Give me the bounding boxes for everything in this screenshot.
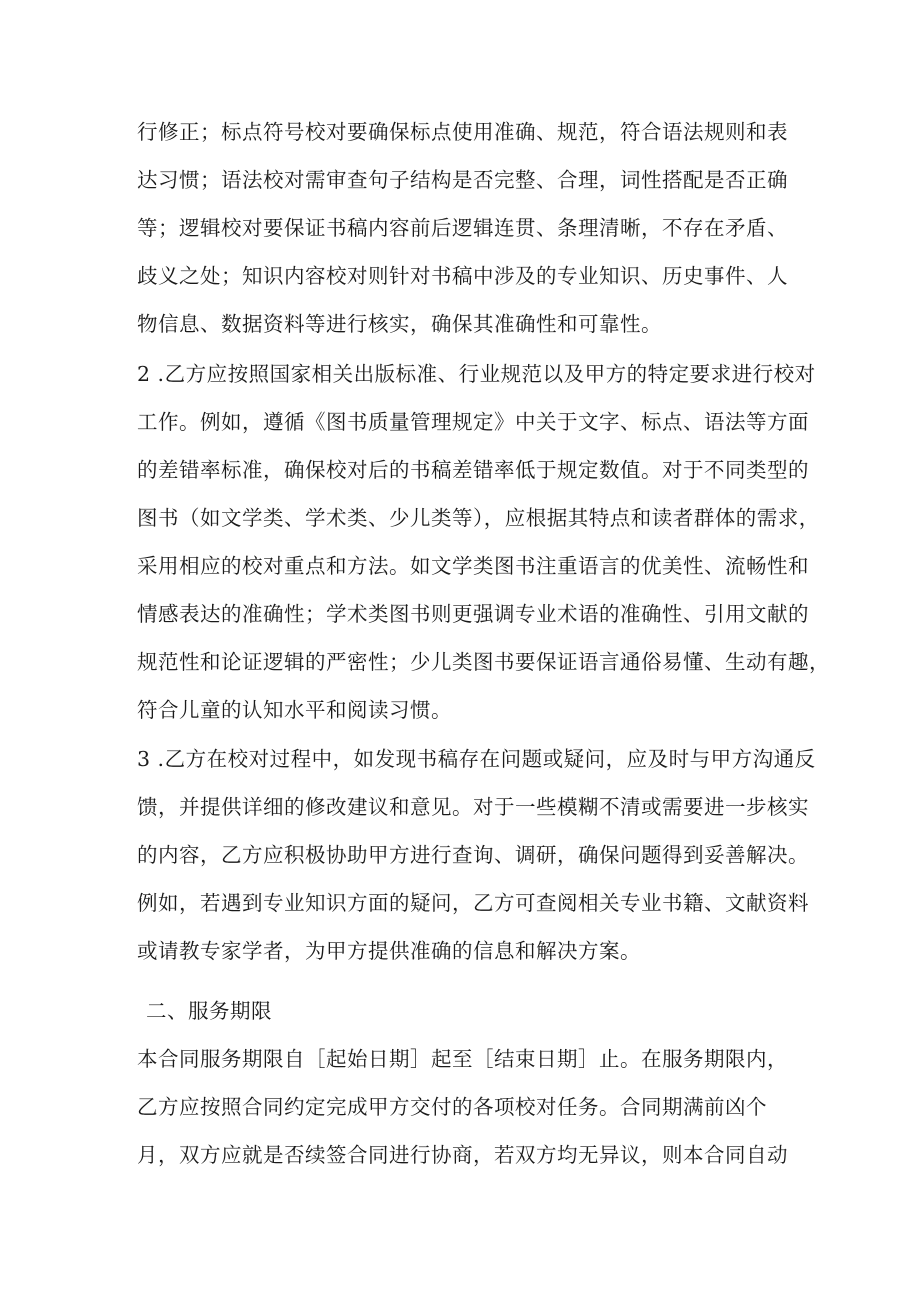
body-text-line: 规范性和论证逻辑的严密性；少儿类图书要保证语言通俗易懂、生动有趣， xyxy=(137,650,830,674)
body-text-line: 图书（如文学类、学术类、少儿类等），应根据其特点和读者群体的需求， xyxy=(137,506,820,530)
body-text-line: 物信息、数据资料等进行核实，确保其准确性和可靠性。 xyxy=(137,312,662,336)
list-item-2-text: 2 .乙方应按照国家相关出版标准、行业规范以及甲方的特定要求进行校对 xyxy=(137,362,816,386)
list-item-3-text: 3 .乙方在校对过程中，如发现书稿存在问题或疑问，应及时与甲方沟通反 xyxy=(137,747,816,771)
body-text-line: 等；逻辑校对要保证书稿内容前后逻辑连贯、条理清晰，不存在矛盾、 xyxy=(137,216,788,240)
body-text-line: 的差错率标准，确保校对后的书稿差错率低于规定数值。对于不同类型的 xyxy=(137,458,809,482)
body-text-line: 乙方应按照合同约定完成甲方交付的各项校对任务。合同期满前凶个 xyxy=(137,1095,767,1119)
body-text-line: 采用相应的校对重点和方法。如文学类图书注重语言的优美性、流畅性和 xyxy=(137,554,809,578)
body-text-line: 符合儿童的认知水平和阅读习惯。 xyxy=(137,698,452,722)
body-text-line: 行修正；标点符号校对要确保标点使用准确、规范，符合语法规则和表 xyxy=(137,120,788,144)
section-heading: 二、服务期限 xyxy=(146,999,272,1023)
body-text-line: 歧义之处；知识内容校对则针对书稿中涉及的专业知识、历史事件、人 xyxy=(137,264,788,288)
body-text-line: 的内容，乙方应积极协助甲方进行查询、调研，确保问题得到妥善解决。 xyxy=(137,843,809,867)
body-text-line: 馈，并提供详细的修改建议和意见。对于一些模糊不清或需要进一步核实 xyxy=(137,795,809,819)
body-text-line: 或请教专家学者，为甲方提供准确的信息和解决方案。 xyxy=(137,939,641,963)
body-text-line: 工作。例如，遵循《图书质量管理规定》中关于文字、标点、语法等方面 xyxy=(137,410,809,434)
body-text-line: 例如，若遇到专业知识方面的疑问，乙方可查阅相关专业书籍、文献资料 xyxy=(137,891,809,915)
body-text-line: 本合同服务期限自［起始日期］起至［结束日期］止。在服务期限内， xyxy=(137,1047,788,1071)
body-text-line: 情感表达的准确性；学术类图书则更强调专业术语的准确性、引用文献的 xyxy=(137,602,809,626)
body-text-line: 达习惯；语法校对需审查句子结构是否完整、合理，词性搭配是否正确 xyxy=(137,168,788,192)
body-text-line: 月，双方应就是否续签合同进行协商，若双方均无异议，则本合同自动 xyxy=(137,1143,788,1167)
